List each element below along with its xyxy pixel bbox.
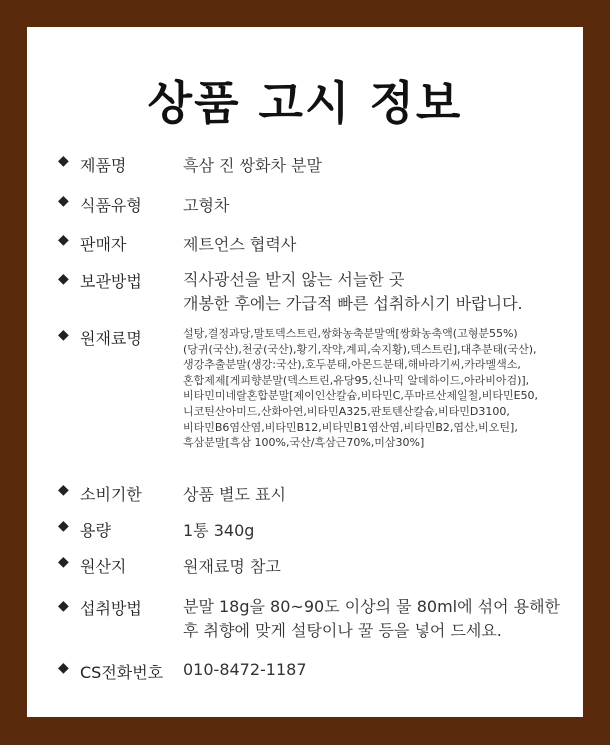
value-line: 고형차 <box>183 196 230 215</box>
value-line: 설탕,결정과당,말토덱스트린,쌍화농축분말액[쌍화농축액(고형분55%) <box>183 327 518 340</box>
value-line: 니코틴산아미드,산화아연,비타민A325,판토텐산칼슘,비타민D3100, <box>183 404 510 418</box>
row-label: 제품명 <box>80 156 127 175</box>
row-label: 원재료명 <box>80 329 142 348</box>
row-label: 식품유형 <box>80 196 142 215</box>
row-value <box>183 268 573 316</box>
row-label: 소비기한 <box>80 485 142 504</box>
value-line: 상품 별도 표시 <box>183 485 286 504</box>
diamond-bullet-icon: ◆ <box>58 193 69 209</box>
value-line: 010-8472-1187 <box>183 660 307 679</box>
value-line: 흑삼 진 쌍화차 분말 <box>183 156 322 175</box>
value-line: 생강추출분말(생강:국산),호두분태,아몬드분태,해바라기씨,카라멜색소, <box>183 358 521 372</box>
value-line: 직사광선을 받지 않는 서늘한 곳 <box>183 270 405 289</box>
diamond-bullet-icon: ◆ <box>58 271 69 287</box>
diamond-bullet-icon: ◆ <box>58 232 69 248</box>
row-value <box>183 482 573 505</box>
info-panel <box>27 27 583 717</box>
row-label: 보관방법 <box>80 272 142 291</box>
row-value <box>183 554 573 577</box>
value-line: 비타민미네랄혼합분말[제이인산칼슘,비타민C,푸마르산제일철,비타민E50, <box>183 389 539 403</box>
diamond-bullet-icon: ◆ <box>58 153 69 169</box>
diamond-bullet-icon: ◆ <box>58 482 69 498</box>
value-line: 흑삼분말[흑삼 100%,국산/흑삼근70%,미삼30%] <box>183 436 425 450</box>
row-label: 원산지 <box>80 557 127 576</box>
value-line: 개봉한 후에는 가급적 빠른 섭취하시기 바랍니다. <box>183 294 523 313</box>
diamond-bullet-icon: ◆ <box>58 327 69 343</box>
row-value <box>183 193 573 216</box>
value-line: 1통 340g <box>183 521 255 540</box>
value-line: 분말 18g을 80~90도 이상의 물 80ml에 섞어 용해한 <box>183 597 561 616</box>
value-line: (당귀(국산),천궁(국산),황기,작약,계피,숙지황),덱스트린],대추분태(국산), <box>183 342 537 356</box>
row-value <box>183 153 573 176</box>
value-line: 후 취향에 맞게 설탕이나 꿀 등을 넣어 드세요. <box>183 621 502 640</box>
value-line: 혼합제제[게피향분말(덱스트린,유당95,신나믹 알데하이드,아라비아검)], <box>183 373 530 387</box>
row-value <box>183 595 573 643</box>
row-label: 용량 <box>80 521 111 540</box>
row-value <box>183 660 573 679</box>
row-label: 섭취방법 <box>80 599 142 618</box>
diamond-bullet-icon: ◆ <box>58 554 69 570</box>
diamond-bullet-icon: ◆ <box>58 660 69 676</box>
diamond-bullet-icon: ◆ <box>58 518 69 534</box>
row-label: CS전화번호 <box>80 663 164 682</box>
row-value <box>183 326 573 451</box>
row-value <box>183 518 573 541</box>
page-title: 상품 고시 정보 <box>147 76 463 130</box>
diamond-bullet-icon: ◆ <box>58 598 69 614</box>
row-label: 판매자 <box>80 235 127 254</box>
value-line: 비타민B6염산염,비타민B12,비타민B1염산염,비타민B2,엽산,비오틴], <box>183 420 518 434</box>
row-value <box>183 232 573 255</box>
value-line: 제트언스 협력사 <box>183 235 297 254</box>
value-line: 원재료명 참고 <box>183 557 281 576</box>
